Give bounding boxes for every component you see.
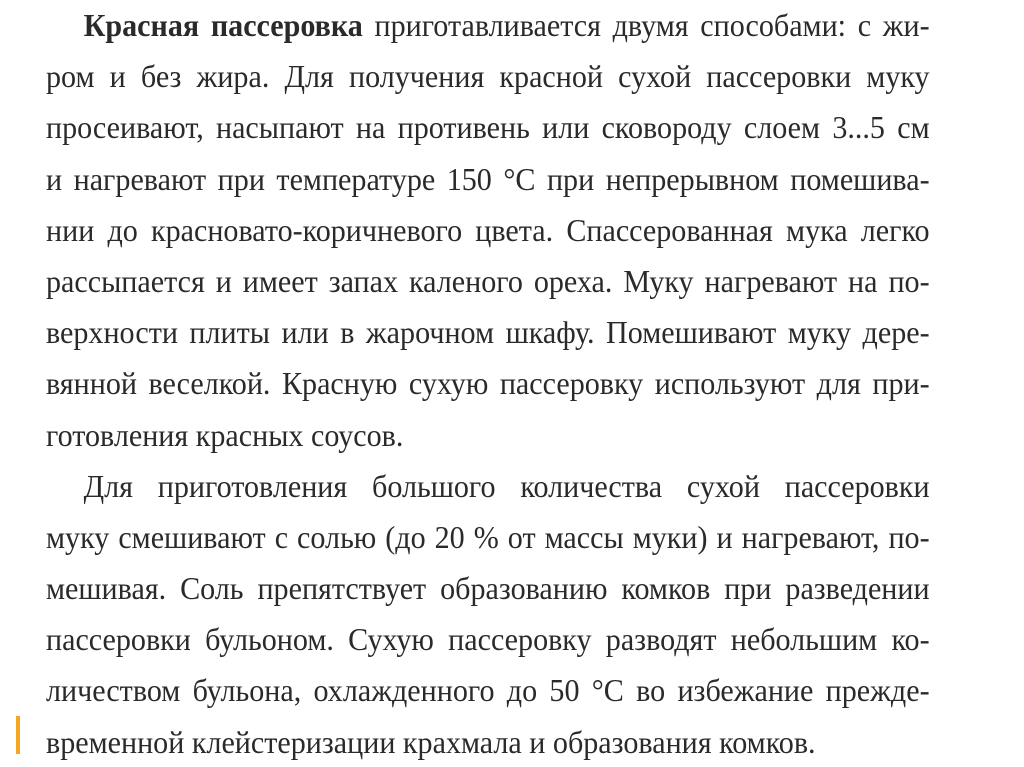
paragraph-1-line-1 — [46, 0, 930, 51]
paragraph-1-line-6: рассыпается и имеет запах каленого ореха. Муку нагревают на по- — [46, 262, 930, 299]
paragraph-1-line-9: готовления красных соусов. — [46, 416, 404, 453]
paragraph-1-lead: Красная пассеровка — [83, 7, 363, 43]
accent-bar — [16, 716, 20, 754]
paragraph-1-line-5: нии до красновато-коричневого цвета. Спассерованная мука легко — [46, 211, 930, 248]
paragraph-1-line-2: ром и без жира. Для получения красной сухой пассеровки муку — [46, 58, 930, 95]
paragraph-1-line-3: просеивают, насыпают на противень или сковороду слоем 3...5 см — [46, 109, 930, 146]
paragraph-2-line-1: Для приготовления большого количества сухой пассеровки — [83, 467, 930, 504]
text-body — [46, 0, 930, 767]
paragraph-2-line-2: муку смешивают с солью (до 20 % от массы муки) и нагревают, по- — [46, 518, 930, 555]
paragraph-2-line-6: временной клейстеризации крахмала и образования комков. — [46, 723, 816, 760]
paragraph-1-line-7: верхности плиты или в жарочном шкафу. Помешивают муку дере- — [46, 314, 930, 351]
paragraph-1-line-8: вянной веселкой. Красную сухую пассеровку используют для при- — [46, 365, 930, 402]
paragraph-1-line-1-text: приготавливается двумя способами: с жи- — [362, 7, 930, 43]
paragraph-2-line-3: мешивая. Соль препятствует образованию комков при разведении — [46, 570, 930, 607]
paragraph-2-line-4: пассеровки бульоном. Сухую пассеровку разводят небольшим ко- — [46, 621, 930, 658]
paragraph-2-line-5: личеством бульона, охлажденного до 50 °С во избежание прежде- — [46, 672, 930, 709]
paragraph-1-line-4: и нагревают при температуре 150 °С при непрерывном помешива- — [46, 160, 930, 197]
